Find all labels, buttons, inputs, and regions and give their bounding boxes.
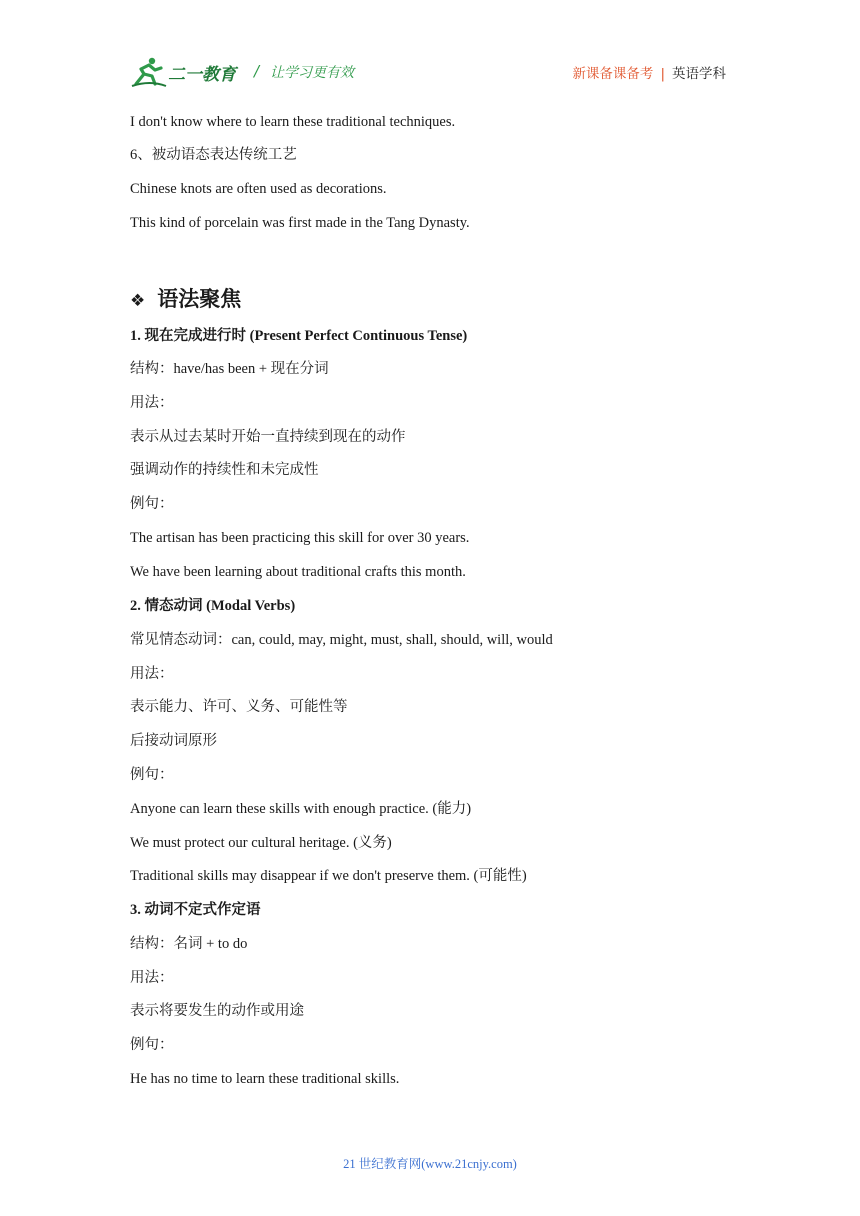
runner-icon	[132, 58, 166, 86]
example-sentence: Traditional skills may disappear if we don't preserve them. (可能性)	[130, 868, 527, 884]
slogan: 让学习更有效	[270, 65, 354, 81]
text-line: 后接动词原形	[130, 733, 217, 749]
header-right	[572, 62, 726, 82]
diamond-bullet-icon: ❖	[130, 291, 146, 311]
text-line: 例句：	[130, 1037, 174, 1053]
text-line: 结构：名词 + to do	[130, 936, 248, 952]
text-line: 强调动作的持续性和未完成性	[130, 462, 319, 478]
logo	[130, 56, 242, 88]
header-subject: 英语学科	[672, 66, 726, 82]
section-heading	[130, 283, 241, 313]
grammar-heading: 1. 现在完成进行时 (Present Perfect Continuous Tense)	[130, 328, 468, 344]
header-divider: |	[660, 66, 665, 82]
text-line: 结构：have/has been + 现在分词	[130, 361, 329, 377]
text-line: Chinese knots are often used as decorations.	[130, 181, 387, 197]
text-line: 用法：	[130, 395, 174, 411]
text-line: 例句：	[130, 496, 174, 512]
header-tagline: 新课备课备考	[572, 66, 654, 82]
section-title: 语法聚焦	[157, 287, 242, 311]
svg-text:二一教育: 二一教育	[168, 65, 236, 85]
text-line: 常见情态动词：can, could, may, might, must, shall, should, will, would	[130, 632, 553, 648]
subheading: 6、被动语态表达传统工艺	[130, 147, 297, 163]
grammar-heading: 2. 情态动词 (Modal Verbs)	[130, 598, 296, 614]
grammar-heading: 3. 动词不定式作定语	[130, 902, 261, 918]
text-line: I don't know where to learn these traditional techniques.	[130, 114, 456, 130]
text-line: This kind of porcelain was first made in the Tang Dynasty.	[130, 215, 470, 231]
example-sentence: We have been learning about traditional crafts this month.	[130, 564, 466, 580]
text-line: 例句：	[130, 767, 174, 783]
text-line: 表示能力、许可、义务、可能性等	[130, 699, 348, 715]
text-line: 表示将要发生的动作或用途	[130, 1003, 304, 1019]
page-footer[interactable]: 21 世纪教育网(www.21cnjy.com)	[343, 1157, 517, 1171]
text-line: 用法：	[130, 666, 174, 682]
example-sentence: Anyone can learn these skills with enough practice. (能力)	[130, 801, 472, 817]
page-header	[130, 56, 726, 90]
example-sentence: We must protect our cultural heritage. (义务)	[130, 835, 392, 851]
example-sentence: The artisan has been practicing this skill for over 30 years.	[130, 530, 470, 546]
example-sentence: He has no time to learn these traditional skills.	[130, 1071, 400, 1087]
text-line: 表示从过去某时开始一直持续到现在的动作	[130, 429, 406, 445]
text-line: 用法：	[130, 970, 174, 986]
slogan-separator: /	[254, 62, 260, 80]
